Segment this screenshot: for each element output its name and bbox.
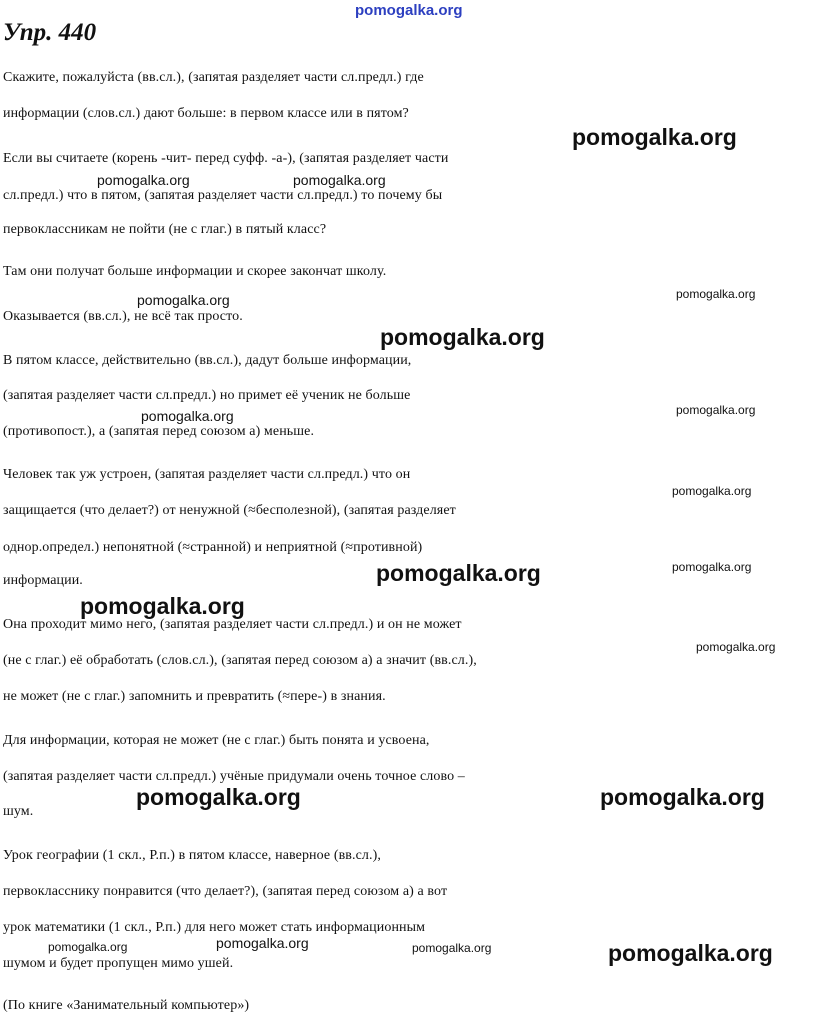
text-line: В пятом классе, действительно (вв.сл.), дадут больше информации, xyxy=(3,353,412,368)
text-line: шум. xyxy=(3,804,34,819)
exercise-title: Упр. 440 xyxy=(3,19,97,46)
text-line: Человек так уж устроен, (запятая разделяет части сл.предл.) что он xyxy=(3,467,411,482)
watermark: pomogalka.org xyxy=(600,784,765,810)
text-line: Если вы считаете (корень -чит- перед суфф. -а-), (запятая разделяет части xyxy=(3,151,449,166)
watermark: pomogalka.org xyxy=(380,324,545,350)
watermark: pomogalka.org xyxy=(141,408,234,424)
text-line: Там они получат больше информации и скорее закончат школу. xyxy=(3,264,387,279)
text-line: (запятая разделяет части сл.предл.) учёные придумали очень точное слово – xyxy=(3,769,465,784)
watermark: pomogalka.org xyxy=(672,484,752,498)
text-line: информации (слов.сл.) дают больше: в первом классе или в пятом? xyxy=(3,106,409,121)
watermark: pomogalka.org xyxy=(48,940,128,954)
text-line: защищается (что делает?) от ненужной (≈бесполезной), (запятая разделяет xyxy=(3,503,456,518)
text-line: информации. xyxy=(3,573,83,588)
text-line: не может (не с глаг.) запомнить и превратить (≈пере-) в знания. xyxy=(3,689,386,704)
watermark: pomogalka.org xyxy=(676,287,756,301)
source-citation: (По книге «Занимательный компьютер») xyxy=(3,998,250,1013)
watermark: pomogalka.org xyxy=(608,940,773,966)
watermark: pomogalka.org xyxy=(136,784,301,810)
watermark: pomogalka.org xyxy=(676,403,756,417)
text-line: (не с глаг.) её обработать (слов.сл.), (запятая перед союзом а) а значит (вв.сл.), xyxy=(3,653,477,668)
watermark: pomogalka.org xyxy=(216,935,309,951)
text-line: (запятая разделяет части сл.предл.) но примет её ученик не больше xyxy=(3,388,411,403)
watermark: pomogalka.org xyxy=(97,172,190,188)
text-line: урок математики (1 скл., Р.п.) для него может стать информационным xyxy=(3,920,426,935)
site-header-watermark: pomogalka.org xyxy=(355,2,463,19)
watermark: pomogalka.org xyxy=(137,292,230,308)
text-line: шумом и будет пропущен мимо ушей. xyxy=(3,956,234,971)
text-line: Урок географии (1 скл., Р.п.) в пятом классе, наверное (вв.сл.), xyxy=(3,848,381,863)
text-line: первоклассникам не пойти (не с глаг.) в пятый класс? xyxy=(3,222,327,237)
watermark: pomogalka.org xyxy=(572,124,737,150)
text-line: Скажите, пожалуйста (вв.сл.), (запятая разделяет части сл.предл.) где xyxy=(3,70,424,85)
watermark: pomogalka.org xyxy=(412,941,492,955)
text-line: Оказывается (вв.сл.), не всё так просто. xyxy=(3,309,243,324)
watermark: pomogalka.org xyxy=(80,593,245,619)
text-line: однор.определ.) непонятной (≈странной) и неприятной (≈противной) xyxy=(3,540,423,555)
watermark: pomogalka.org xyxy=(376,560,541,586)
text-line: Она проходит мимо него, (запятая разделяет части сл.предл.) и он не может xyxy=(3,617,462,632)
watermark: pomogalka.org xyxy=(672,560,752,574)
text-line: Для информации, которая не может (не с глаг.) быть понята и усвоена, xyxy=(3,733,430,748)
watermark: pomogalka.org xyxy=(293,172,386,188)
text-line: (противопост.), а (запятая перед союзом а) меньше. xyxy=(3,424,315,439)
text-line: сл.предл.) что в пятом, (запятая разделяет части сл.предл.) то почему бы xyxy=(3,188,443,203)
text-line: первокласснику понравится (что делает?), (запятая перед союзом а) а вот xyxy=(3,884,448,899)
watermark: pomogalka.org xyxy=(696,640,776,654)
